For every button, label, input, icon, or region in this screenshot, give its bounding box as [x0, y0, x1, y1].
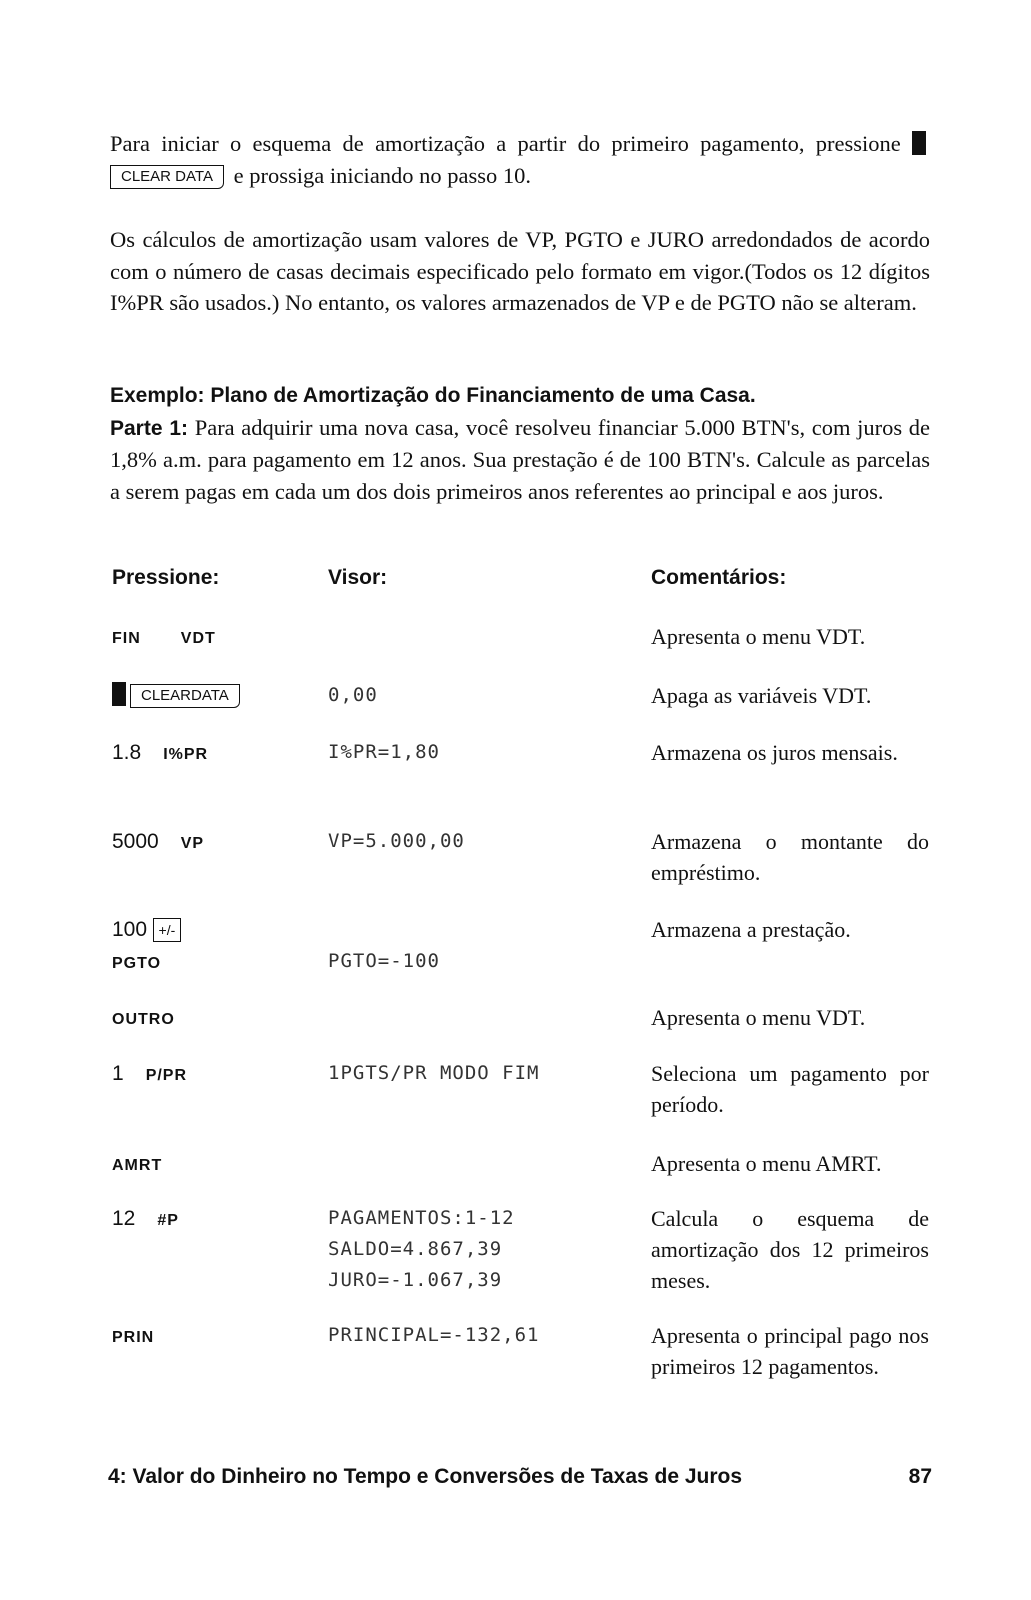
- softkey-label: P/PR: [145, 1067, 188, 1084]
- intro-text-after: e prossiga iniciando no passo 10.: [233, 162, 532, 188]
- entry-number: 1.8: [112, 741, 142, 764]
- example-block: [110, 380, 930, 507]
- display-cell: 0,00: [328, 684, 378, 706]
- press-cell: [112, 621, 216, 654]
- header-display: Visor:: [328, 566, 388, 589]
- display-line: SALDO=4.867,39: [328, 1238, 503, 1260]
- comment-cell: Seleciona um pagamento por período.: [651, 1061, 929, 1117]
- entry-number: 100: [112, 918, 148, 941]
- header-press: Pressione:: [112, 566, 220, 589]
- press-cell: [112, 1203, 179, 1236]
- comment-cell: Apresenta o principal pago nos primeiros 12 pagamentos.: [651, 1323, 929, 1379]
- comment-cell: Calcula o esquema de amortização dos 12 primeiros meses.: [651, 1206, 929, 1293]
- comment-cell: Armazena o montante do empréstimo.: [651, 829, 929, 885]
- example-title: Exemplo: Plano de Amortização do Financiamento de uma Casa.: [110, 384, 756, 407]
- press-cell: [112, 1148, 162, 1181]
- intro-paragraph: [110, 128, 930, 191]
- entry-number: 12: [112, 1207, 136, 1230]
- rounding-note: Os cálculos de amortização usam valores de VP, PGTO e JURO arredondados de acordo com o número de casas decimais especificado pelo formato em vigor.(Todos os 12 dígitos I%PR são usados.) No entanto, os valores armazenados de VP e de PGTO não se alteram.: [110, 227, 930, 315]
- softkey-label: I%PR: [163, 746, 209, 763]
- entry-number: 1: [112, 1062, 124, 1085]
- comment-cell: Armazena a prestação.: [651, 917, 851, 942]
- press-cell: [112, 1320, 154, 1353]
- softkey-label: VDT: [180, 630, 216, 647]
- example-part-label: Parte 1:: [110, 416, 189, 440]
- cleardata-key: CLEARDATA: [130, 684, 240, 708]
- display-cell: 1PGTS/PR MODO FIM: [328, 1062, 540, 1084]
- press-cell: [112, 737, 208, 770]
- softkey-label: AMRT: [112, 1157, 163, 1174]
- comment-cell: Apresenta o menu VDT.: [651, 1005, 866, 1030]
- display-cell: VP=5.000,00: [328, 830, 465, 852]
- shift-key-icon: [112, 682, 126, 706]
- shift-key-icon: [912, 131, 926, 155]
- display-cell: [328, 1203, 515, 1296]
- header-comments: Comentários:: [651, 566, 787, 589]
- display-line: PAGAMENTOS:1-12: [328, 1207, 515, 1229]
- intro-text-before: Para iniciar o esquema de amortização a partir do primeiro pagamento, pressione: [110, 131, 901, 156]
- press-cell: [112, 826, 204, 859]
- page-footer: [108, 1465, 932, 1489]
- example-text: Para adquirir uma nova casa, você resolveu financiar 5.000 BTN's, com juros de 1,8% a.m. para pagamento em 12 anos. Sua prestação é de 100 BTN's. Calcule as parcelas a serem pagas em cada um dos dois primeiros anos referentes ao principal e aos juros.: [110, 414, 930, 504]
- comment-cell: Apresenta o menu AMRT.: [651, 1151, 882, 1176]
- clear-data-key: CLEAR DATA: [110, 165, 224, 189]
- chapter-title: 4: Valor do Dinheiro no Tempo e Conversões de Taxas de Juros: [108, 1465, 743, 1488]
- display-cell: PRINCIPAL=-132,61: [328, 1324, 540, 1346]
- comment-cell: Apresenta o menu VDT.: [651, 624, 866, 649]
- press-cell: [112, 914, 181, 945]
- comment-cell: Armazena os juros mensais.: [651, 740, 898, 765]
- page-number: 87: [908, 1465, 932, 1488]
- display-line: JURO=-1.067,39: [328, 1269, 503, 1291]
- press-cell: [112, 1002, 175, 1035]
- entry-number: 5000: [112, 830, 159, 853]
- comment-cell: Apaga as variáveis VDT.: [651, 683, 872, 708]
- change-sign-key: +/-: [153, 918, 181, 942]
- press-cell: [112, 1058, 187, 1091]
- softkey-label: FIN: [112, 630, 141, 647]
- softkey-label: PGTO: [112, 955, 162, 972]
- softkey-label: #P: [157, 1212, 179, 1229]
- display-cell: PGTO=-100: [328, 950, 440, 972]
- softkey-label: OUTRO: [112, 1011, 175, 1028]
- display-cell: I%PR=1,80: [328, 741, 440, 763]
- press-cell: [112, 946, 161, 979]
- softkey-label: PRIN: [112, 1329, 155, 1346]
- press-cell: [112, 680, 244, 711]
- softkey-label: VP: [180, 835, 205, 852]
